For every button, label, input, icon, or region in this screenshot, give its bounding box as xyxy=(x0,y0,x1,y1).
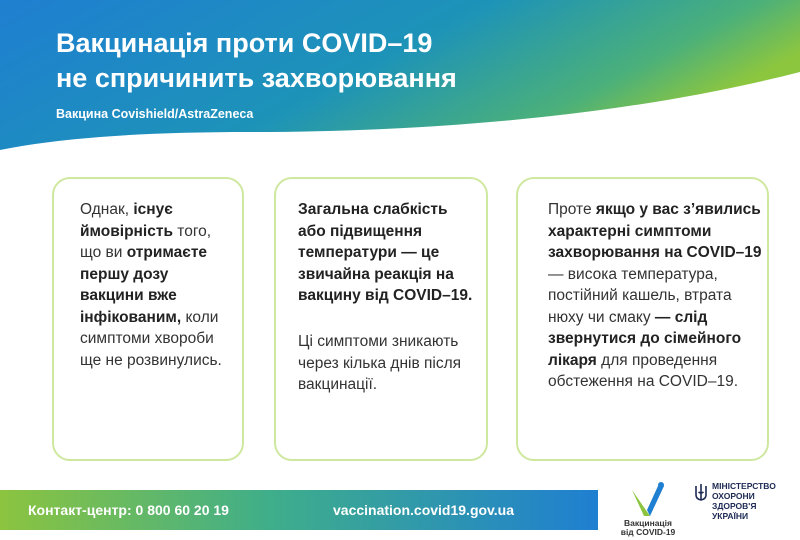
card-1-text xyxy=(80,199,230,371)
footer-bar xyxy=(0,490,598,530)
title-line-2: не спричинить захворювання xyxy=(56,63,457,93)
card-2-bold-text: Загальна слабкість або підвищення температури — це звичайна реакція на вакцину від COVID–19. xyxy=(298,201,473,304)
card-1-segment: того, що ви xyxy=(80,222,212,261)
vaccination-logo-icon xyxy=(628,482,668,520)
card-3-segment: для проведення обстеження на COVID–19. xyxy=(548,351,738,390)
vaccination-logo-text xyxy=(612,519,684,537)
info-card-1 xyxy=(52,177,244,461)
card-3-segment-bold: — слід звернутися до сімейного лікаря xyxy=(548,308,742,369)
card-1-segment-bold: отримаєте першу дозу вакцини вже інфікованим, xyxy=(80,244,208,326)
vaccination-logo-line-2: від COVID-19 xyxy=(620,527,676,537)
ministry-logo-text xyxy=(712,481,792,521)
vaccination-logo-line-1: Вакцинація xyxy=(624,518,672,528)
card-3-segment: — висока температура, постійний кашель, втрата нюху чи смаку xyxy=(548,265,732,326)
trident-icon xyxy=(694,483,708,503)
page-title xyxy=(56,26,656,96)
contact-center: Контакт-центр: 0 800 60 20 19 xyxy=(28,502,229,518)
card-2-bold-paragraph xyxy=(298,199,478,307)
title-line-1: Вакцинація проти COVID–19 xyxy=(56,28,433,58)
ministry-line-4: УКРАЇНИ xyxy=(712,511,749,521)
card-3-segment-bold: якщо у вас з’явились характерні симптоми захворювання на COVID–19 xyxy=(548,201,762,261)
card-3-text xyxy=(548,199,763,393)
card-3-segment: Проте xyxy=(548,201,596,218)
card-1-segment-bold: існує ймовірність xyxy=(80,201,173,240)
card-1-segment: Однак, xyxy=(80,201,134,218)
vaccine-name: Вакцина Covishield/AstraZeneca xyxy=(56,107,254,121)
ministry-line-1: МІНІСТЕРСТВО xyxy=(712,481,776,491)
ministry-line-3: ЗДОРОВ'Я xyxy=(712,501,757,511)
info-card-3 xyxy=(516,177,769,461)
info-card-2 xyxy=(274,177,488,461)
ministry-line-2: ОХОРОНИ xyxy=(712,491,755,501)
card-2-paragraph: Ці симптоми зникають через кілька днів після вакцинації. xyxy=(298,333,462,393)
website-link[interactable]: vaccination.covid19.gov.ua xyxy=(333,502,515,518)
card-1-segment: коли симптоми хвороби ще не розвинулись. xyxy=(80,308,222,369)
